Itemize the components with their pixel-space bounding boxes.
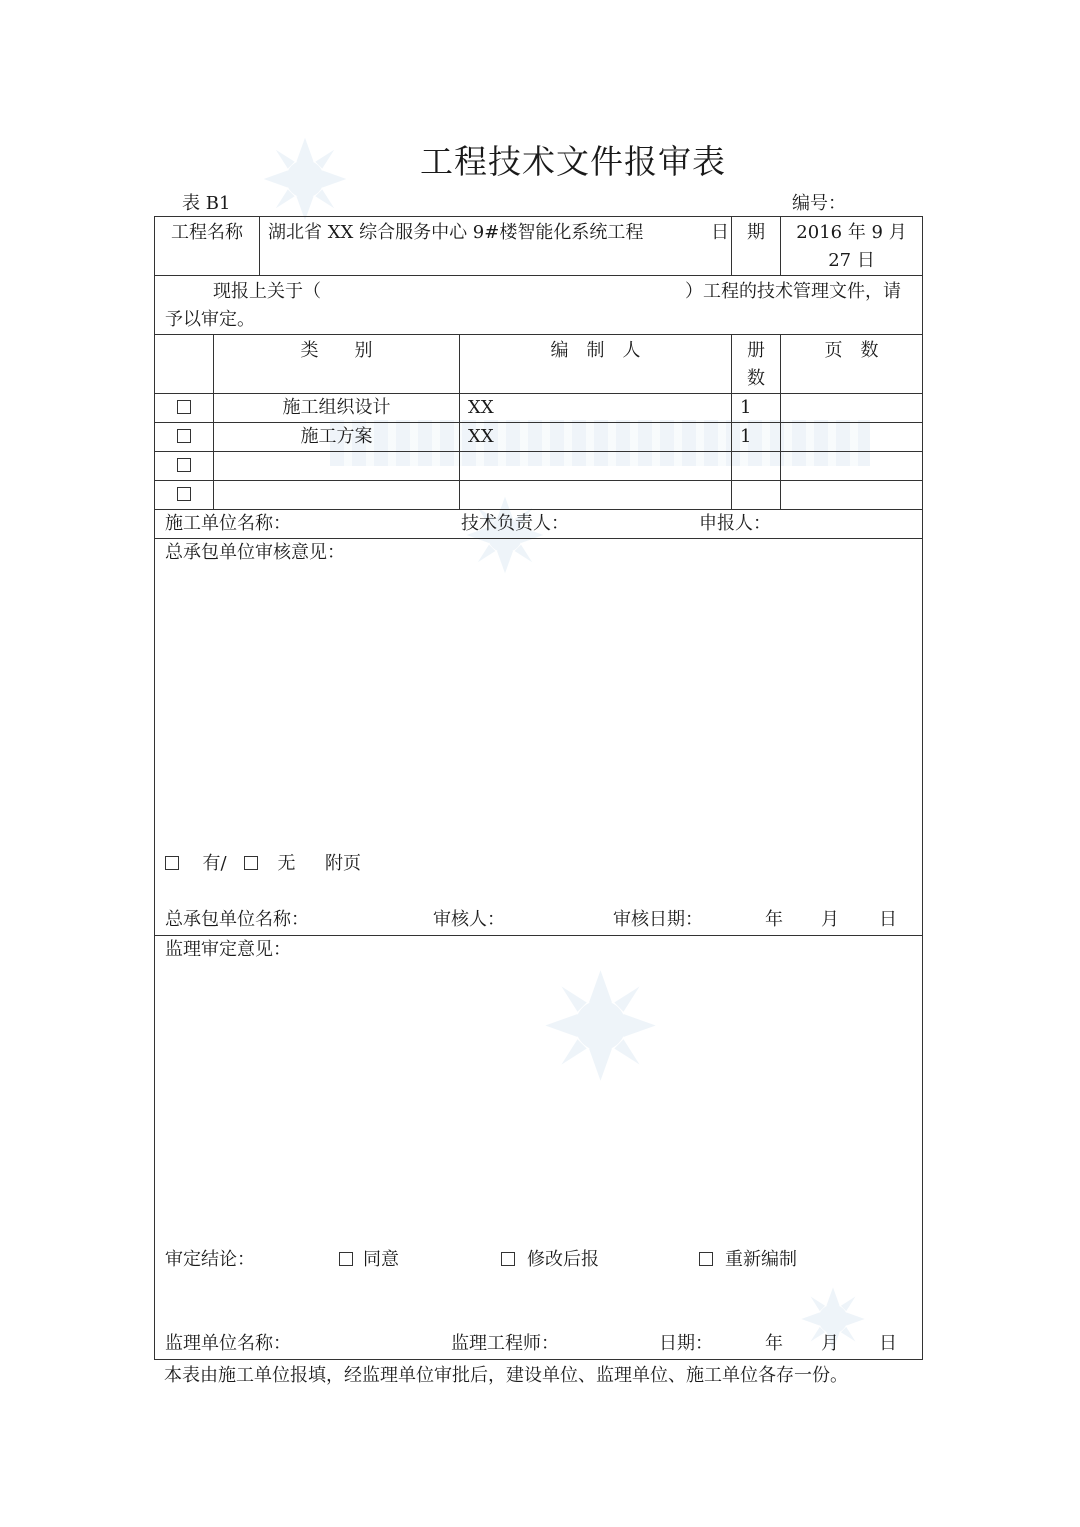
agree-label: 同意 bbox=[363, 1249, 399, 1270]
submission-suffix: ）工程的技术管理文件，请 bbox=[685, 281, 901, 302]
doc-checkbox[interactable] bbox=[177, 429, 191, 443]
footer-note: 本表由施工单位报填，经监理单位审批后，建设单位、监理单位、施工单位各存一份。 bbox=[164, 1365, 848, 1386]
doc-author bbox=[460, 481, 732, 510]
general-contractor-section bbox=[155, 539, 923, 936]
doc-category: 施工方案 bbox=[214, 423, 460, 452]
date-label: 日 期 bbox=[711, 222, 766, 243]
doc-pages bbox=[781, 423, 923, 452]
supervision-opinion-label: 监理审定意见： bbox=[165, 939, 291, 960]
revise-label: 修改后报 bbox=[527, 1249, 599, 1270]
table-row bbox=[155, 452, 923, 481]
doc-checkbox[interactable] bbox=[177, 487, 191, 501]
serial-number-label: 编号： bbox=[792, 193, 846, 214]
gc-month: 月 bbox=[821, 909, 839, 930]
form-code: 表 B1 bbox=[182, 193, 231, 214]
gc-opinion-label: 总承包单位审核意见： bbox=[165, 542, 345, 563]
gc-unit-label: 总承包单位名称： bbox=[165, 909, 309, 930]
doc-category: 施工组织设计 bbox=[214, 394, 460, 423]
project-name-label: 工程名称 bbox=[155, 217, 260, 276]
doc-category bbox=[214, 452, 460, 481]
doc-author bbox=[460, 452, 732, 481]
no-attachment-checkbox[interactable] bbox=[244, 856, 258, 870]
doc-pages bbox=[781, 394, 923, 423]
doc-volumes: 1 bbox=[732, 394, 781, 423]
supervision-section bbox=[155, 936, 923, 1360]
table-row bbox=[155, 481, 923, 510]
redo-checkbox[interactable] bbox=[699, 1252, 713, 1266]
table-row bbox=[155, 423, 923, 452]
doc-volumes: 1 bbox=[732, 423, 781, 452]
supervision-year: 年 bbox=[765, 1333, 783, 1354]
doc-checkbox[interactable] bbox=[177, 458, 191, 472]
revise-checkbox[interactable] bbox=[501, 1252, 515, 1266]
supervision-day: 日 bbox=[879, 1333, 897, 1354]
supervision-engineer-label: 监理工程师： bbox=[451, 1333, 559, 1354]
author-header: 编 制 人 bbox=[460, 335, 732, 394]
doc-author: XX bbox=[460, 423, 732, 452]
volumes-header-2: 数 bbox=[747, 368, 766, 389]
has-attachment-label: 有/ bbox=[202, 853, 227, 874]
tech-lead-label: 技术负责人： bbox=[461, 513, 569, 534]
volumes-header-1: 册 bbox=[747, 340, 766, 361]
submission-prefix: 现报上关于（ bbox=[213, 281, 321, 302]
doc-checkbox[interactable] bbox=[177, 400, 191, 414]
volumes-header bbox=[732, 335, 781, 394]
supervision-date-label: 日期： bbox=[659, 1333, 713, 1354]
doc-volumes bbox=[732, 452, 781, 481]
category-header: 类 别 bbox=[214, 335, 460, 394]
attachment-label: 附页 bbox=[324, 853, 361, 874]
doc-volumes bbox=[732, 481, 781, 510]
doc-pages bbox=[781, 481, 923, 510]
agree-checkbox[interactable] bbox=[339, 1252, 353, 1266]
has-attachment-checkbox[interactable] bbox=[165, 856, 179, 870]
checkbox-header bbox=[155, 335, 214, 394]
submission-line2: 予以审定。 bbox=[165, 309, 255, 330]
submission-statement bbox=[155, 276, 923, 335]
table-row bbox=[155, 394, 923, 423]
contractor-unit-label: 施工单位名称： bbox=[165, 513, 291, 534]
pages-header: 页 数 bbox=[781, 335, 923, 394]
page-title: 工程技术文件报审表 bbox=[420, 142, 726, 181]
conclusion-label: 审定结论： bbox=[165, 1249, 255, 1270]
applicant-label: 申报人： bbox=[699, 513, 771, 534]
supervision-unit-label: 监理单位名称： bbox=[165, 1333, 291, 1354]
gc-reviewer-label: 审核人： bbox=[433, 909, 505, 930]
gc-review-date-label: 审核日期： bbox=[613, 909, 703, 930]
review-form bbox=[154, 216, 923, 1360]
doc-author: XX bbox=[460, 394, 732, 423]
contractor-row bbox=[155, 510, 923, 539]
doc-pages bbox=[781, 452, 923, 481]
date-value: 2016 年 9 月 27 日 bbox=[781, 217, 923, 276]
doc-category bbox=[214, 481, 460, 510]
gc-year: 年 bbox=[765, 909, 783, 930]
supervision-month: 月 bbox=[821, 1333, 839, 1354]
redo-label: 重新编制 bbox=[725, 1249, 797, 1270]
project-name-value: 湖北省 XX 综合服务中心 9#楼智能化系统工程 bbox=[260, 217, 732, 276]
no-attachment-label: 无 bbox=[277, 853, 296, 874]
gc-day: 日 bbox=[879, 909, 897, 930]
